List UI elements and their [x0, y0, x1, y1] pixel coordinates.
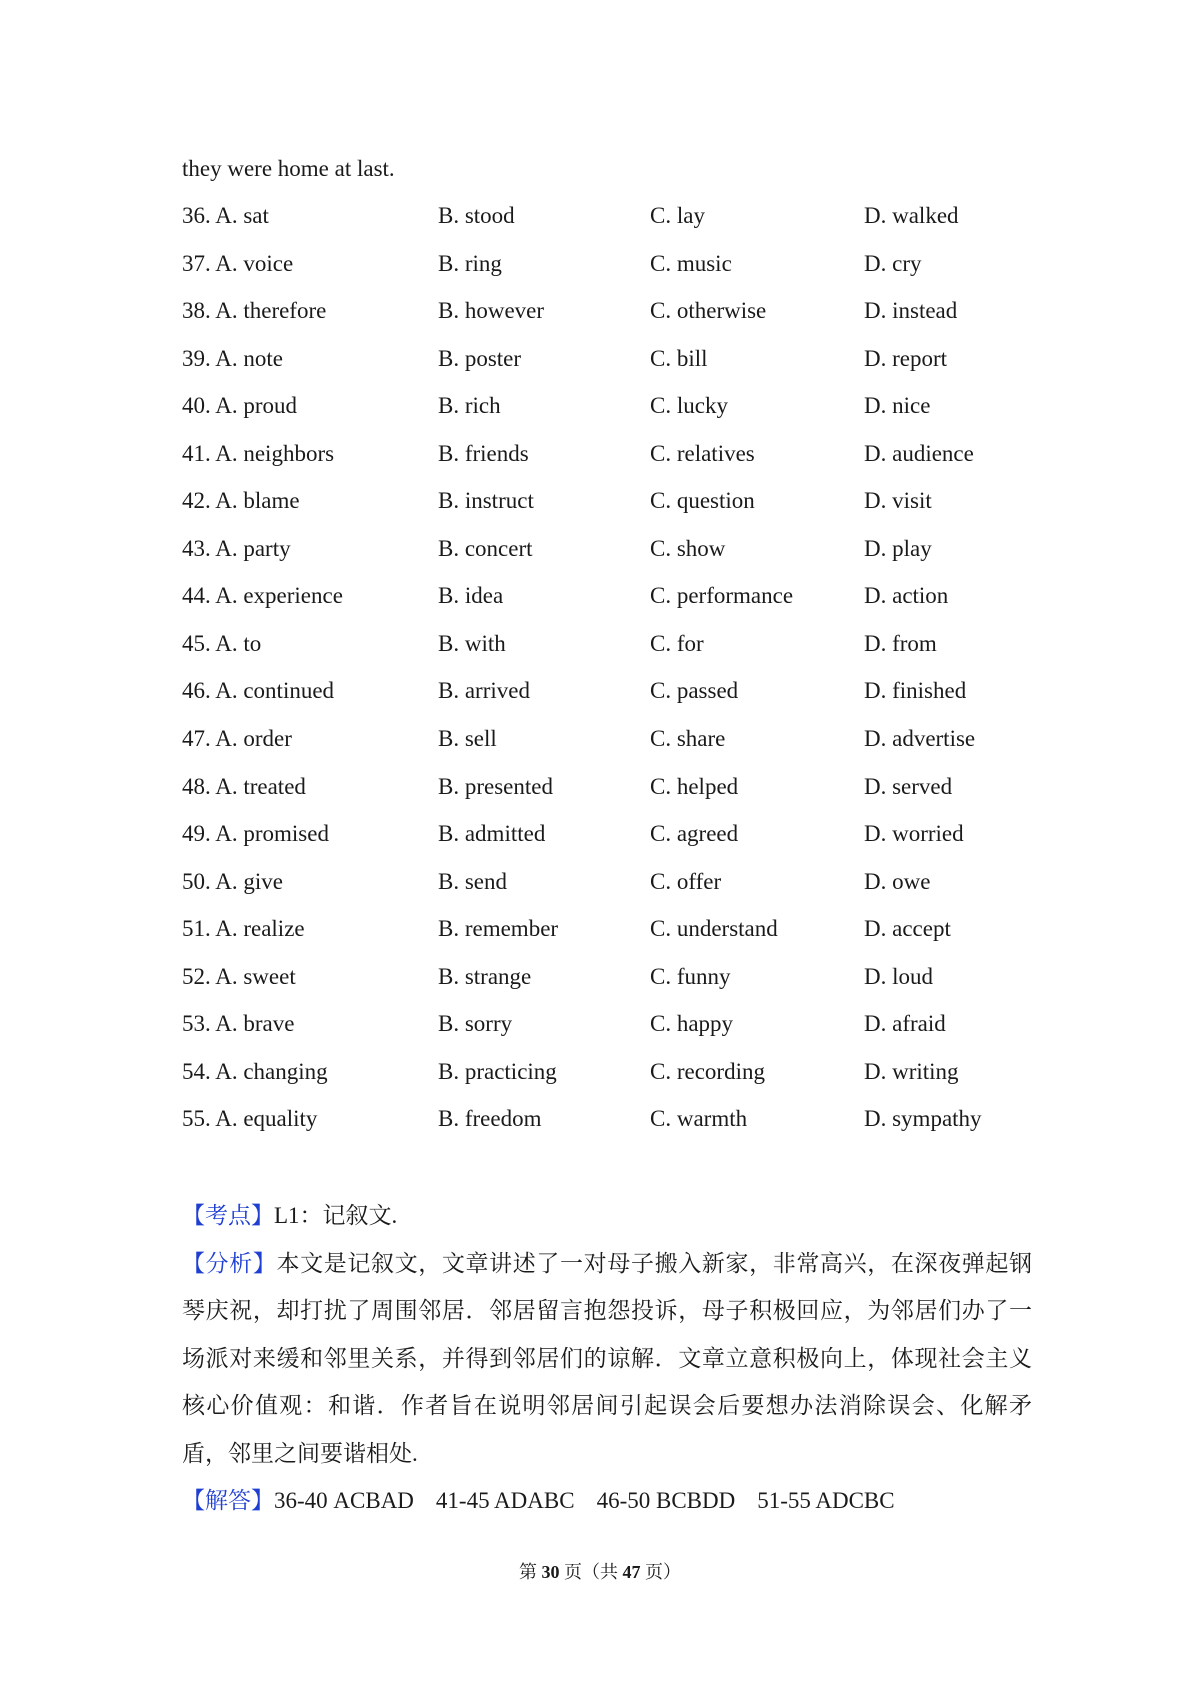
option-b: B. presented: [438, 773, 553, 799]
option-a: 46. A. continued: [182, 678, 335, 704]
question-row: [182, 391, 1042, 439]
option-d: D. sympathy: [864, 1106, 982, 1132]
option-a: 53. A. brave: [182, 1011, 295, 1037]
footer-middle: 页（共: [564, 1562, 618, 1582]
question-row: [182, 962, 1042, 1010]
option-c: C. performance: [650, 583, 794, 609]
option-a: 49. A. promised: [182, 821, 329, 847]
analysis-paragraph: [182, 1240, 1032, 1478]
question-row: [182, 914, 1042, 962]
option-b: B. sell: [438, 726, 497, 752]
option-d: D. instead: [864, 298, 958, 324]
answer-tag: 【解答】: [182, 1488, 274, 1513]
option-a: 45. A. to: [182, 630, 262, 656]
answer-group: 36-40 ACBAD: [274, 1488, 414, 1513]
option-d: D. report: [864, 345, 948, 371]
answer-group: 41-45 ADABC: [435, 1488, 575, 1513]
option-a: 42. A. blame: [182, 488, 300, 514]
option-d: D. served: [864, 773, 953, 799]
option-d: D. from: [864, 630, 937, 656]
passage-ending-line: they were home at last.: [182, 156, 395, 181]
option-b: B. poster: [438, 345, 522, 371]
option-d: D. cry: [864, 250, 922, 276]
option-d: D. action: [864, 583, 949, 609]
option-a: 44. A. experience: [182, 583, 343, 609]
option-b: B. strange: [438, 963, 532, 989]
option-c: C. otherwise: [650, 298, 767, 324]
question-row: [182, 249, 1042, 297]
option-d: D. accept: [864, 916, 951, 942]
option-a: 52. A. sweet: [182, 963, 296, 989]
page-number: 30: [541, 1562, 560, 1582]
question-row: [182, 486, 1042, 534]
option-a: 39. A. note: [182, 345, 283, 371]
option-c: C. recording: [650, 1058, 765, 1084]
answer-group: 46-50 BCBDD: [596, 1488, 736, 1513]
option-c: C. helped: [650, 773, 739, 799]
option-d: D. loud: [864, 963, 933, 989]
option-a: 43. A. party: [182, 535, 291, 561]
question-row: [182, 581, 1042, 629]
option-b: B. send: [438, 868, 507, 894]
option-d: D. visit: [864, 488, 932, 514]
option-c: C. passed: [650, 678, 739, 704]
option-a: 41. A. neighbors: [182, 440, 335, 466]
question-row: [182, 772, 1042, 820]
footer-prefix: 第: [519, 1562, 537, 1582]
option-c: C. warmth: [650, 1106, 748, 1132]
option-b: B. ring: [438, 250, 502, 276]
option-d: D. finished: [864, 678, 967, 704]
exam-point-tag: 【考点】: [182, 1203, 274, 1228]
option-b: B. stood: [438, 203, 515, 228]
answer-group: 51-55 ADCBC: [757, 1488, 895, 1513]
question-row: [182, 676, 1042, 724]
option-c: C. lay: [650, 203, 705, 228]
total-pages: 47: [622, 1562, 641, 1582]
option-b: B. with: [438, 630, 506, 656]
option-b: B. however: [438, 298, 545, 324]
option-d: D. audience: [864, 440, 974, 466]
option-d: D. writing: [864, 1058, 959, 1084]
answer-paragraph: [182, 1477, 1032, 1525]
question-row: [182, 201, 1042, 249]
option-b: B. freedom: [438, 1106, 542, 1132]
option-a: 40. A. proud: [182, 393, 297, 419]
question-row: [182, 296, 1042, 344]
option-d: D. nice: [864, 393, 931, 419]
option-d: D. walked: [864, 203, 959, 228]
option-c: C. offer: [650, 868, 722, 894]
option-a: 55. A. equality: [182, 1106, 318, 1132]
exam-point-text: L1：记叙文.: [274, 1203, 398, 1228]
option-d: D. afraid: [864, 1011, 946, 1037]
option-b: B. practicing: [438, 1058, 557, 1084]
option-c: C. question: [650, 488, 755, 514]
question-row: [182, 1057, 1042, 1105]
option-c: C. music: [650, 250, 732, 276]
option-c: C. lucky: [650, 393, 728, 419]
question-row: [182, 724, 1042, 772]
question-row: [182, 344, 1042, 392]
option-a: 36. A. sat: [182, 203, 269, 228]
option-c: C. happy: [650, 1011, 734, 1037]
analysis-text: 本文是记叙文，文章讲述了一对母子搬入新家，非常高兴，在深夜弹起钢琴庆祝，却打扰了周围邻居．邻居留言抱怨投诉，母子积极回应，为邻居们办了一场派对来缓和邻里关系，并得到邻居们的谅解．文章立意积极向上，体现社会主义核心价值观：和谐．作者旨在说明邻居间引起误会后要想办法消除误会、化解矛盾，邻里之间要谐相处.: [182, 1250, 1033, 1466]
option-c: C. bill: [650, 345, 708, 371]
option-b: B. remember: [438, 916, 559, 942]
question-row: [182, 439, 1042, 487]
page-footer: [0, 1560, 1200, 1584]
option-a: 48. A. treated: [182, 773, 306, 799]
option-b: B. admitted: [438, 821, 546, 847]
option-b: B. sorry: [438, 1011, 513, 1037]
question-row: [182, 1009, 1042, 1057]
option-c: C. agreed: [650, 821, 739, 847]
question-row: [182, 819, 1042, 867]
option-c: C. relatives: [650, 440, 755, 466]
option-a: 37. A. voice: [182, 250, 294, 276]
option-a: 50. A. give: [182, 868, 283, 894]
option-c: C. for: [650, 630, 704, 656]
option-d: D. advertise: [864, 726, 976, 752]
option-d: D. owe: [864, 868, 931, 894]
option-b: B. concert: [438, 535, 533, 561]
question-row: [182, 1104, 1042, 1152]
option-c: C. share: [650, 726, 726, 752]
option-a: 51. A. realize: [182, 916, 305, 942]
option-b: B. friends: [438, 440, 529, 466]
footer-suffix: 页）: [645, 1562, 681, 1582]
option-c: C. understand: [650, 916, 778, 942]
option-b: B. rich: [438, 393, 501, 419]
option-c: C. funny: [650, 963, 731, 989]
option-d: D. worried: [864, 821, 964, 847]
option-a: 47. A. order: [182, 726, 292, 752]
options-table: [182, 201, 1042, 1152]
exam-point-paragraph: [182, 1192, 1032, 1240]
question-row: [182, 867, 1042, 915]
option-b: B. idea: [438, 583, 504, 609]
option-a: 54. A. changing: [182, 1058, 328, 1084]
option-a: 38. A. therefore: [182, 298, 327, 324]
option-d: D. play: [864, 535, 932, 561]
option-c: C. show: [650, 535, 726, 561]
analysis-section: [182, 1192, 1032, 1525]
question-row: [182, 534, 1042, 582]
analysis-tag: 【分析】: [182, 1250, 277, 1276]
question-row: [182, 629, 1042, 677]
option-b: B. arrived: [438, 678, 530, 704]
option-b: B. instruct: [438, 488, 534, 514]
